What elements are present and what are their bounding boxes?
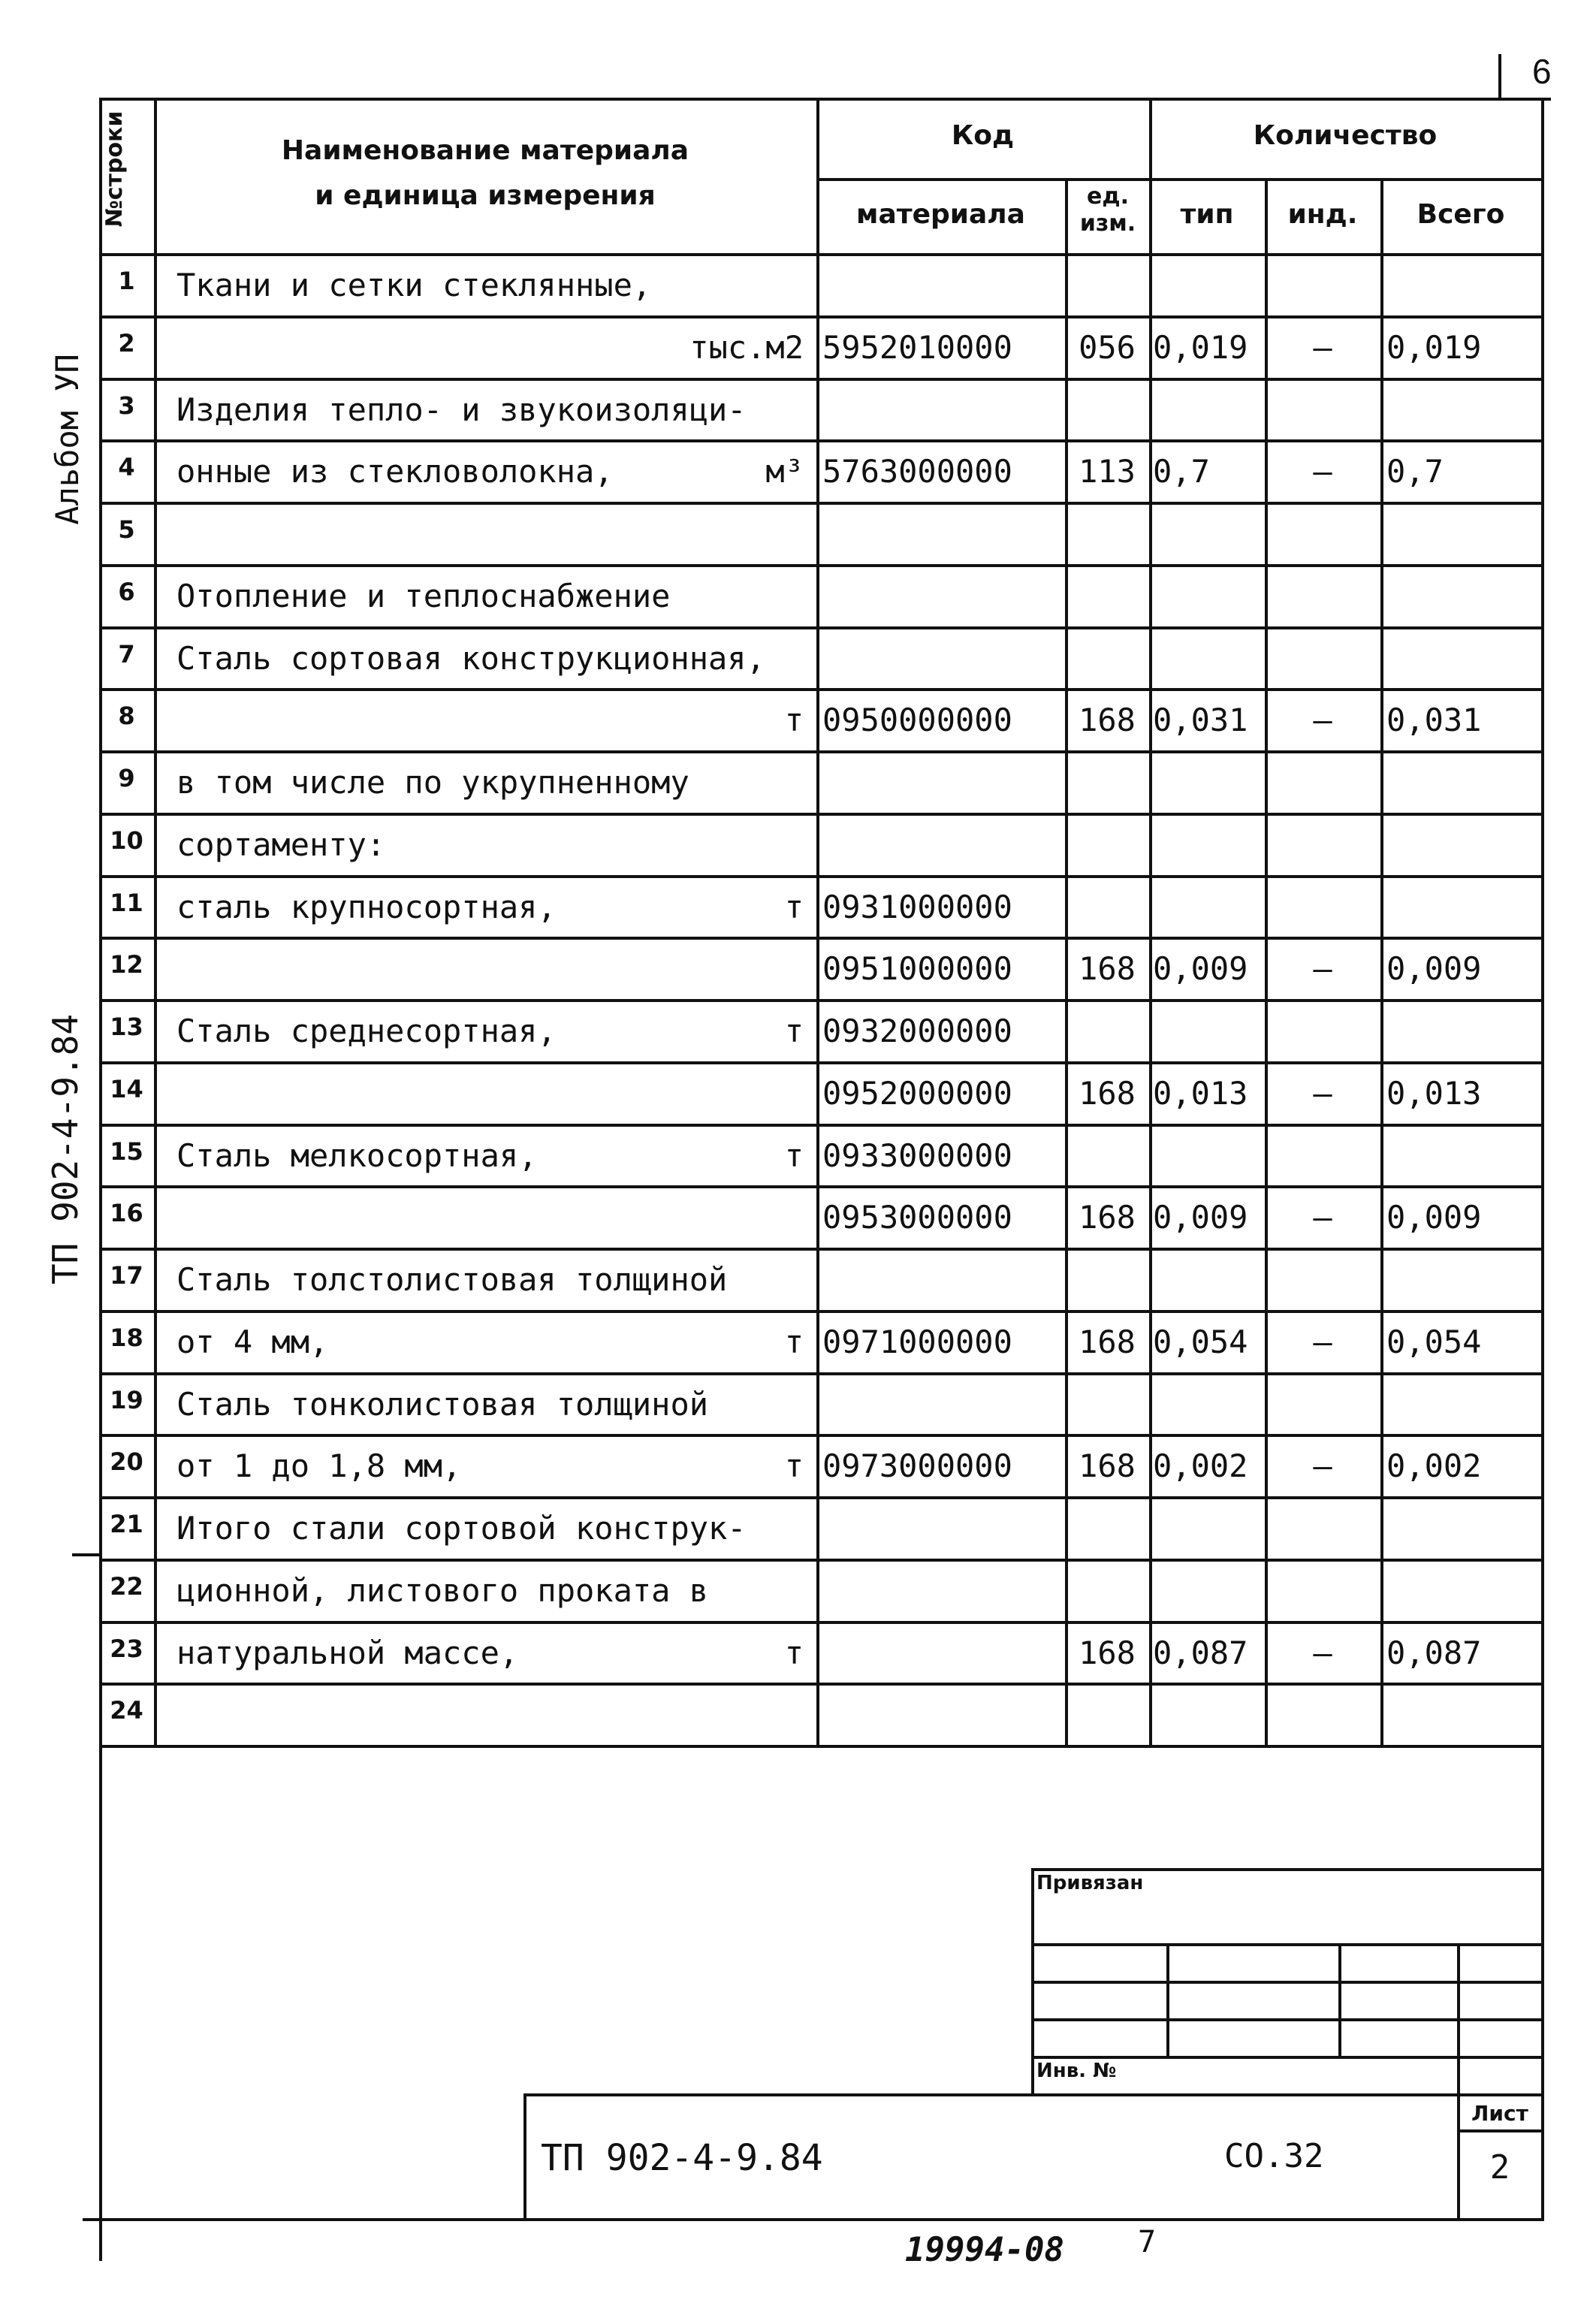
qty-ind: – (1313, 453, 1332, 490)
row-line (99, 1248, 1544, 1251)
row-line (99, 1559, 1544, 1562)
row-line (99, 1310, 1544, 1313)
row-line (99, 502, 1544, 505)
stamp-top-line (1031, 1868, 1543, 1871)
col-ind-line (1380, 178, 1383, 1746)
header-row-no: №строки (101, 110, 128, 228)
stamp-line-3 (1031, 2018, 1543, 2021)
material-name: онные из стекловолокна, (176, 453, 614, 490)
row-number: 3 (118, 391, 135, 420)
qty-ind: – (1313, 1075, 1332, 1112)
row-line (99, 626, 1544, 629)
row-number: 5 (118, 515, 135, 544)
title-sheet-code: СО.32 (1224, 2137, 1324, 2175)
stamp-line-1 (1031, 1943, 1543, 1946)
footer-page: 7 (1138, 2225, 1157, 2259)
material-name: сталь крупносортная, (176, 889, 557, 925)
material-name: Сталь сортовая конструкционная, (176, 640, 765, 677)
row-line (99, 378, 1544, 381)
qty-type: 0,087 (1153, 1634, 1248, 1671)
frame-right (1541, 98, 1544, 2220)
qty-ind: – (1313, 329, 1332, 366)
title-doc-code: ТП 902-4-9.84 (541, 2137, 823, 2179)
row-number: 18 (110, 1324, 143, 1352)
unit-code: 168 (1079, 1324, 1136, 1360)
material-code: 0950000000 (822, 702, 1012, 738)
material-unit-label: т (784, 1447, 804, 1484)
row-number: 16 (110, 1199, 143, 1227)
row-number: 21 (110, 1510, 143, 1538)
header-type: тип (1180, 199, 1234, 230)
material-name: Сталь мелкосортная, (176, 1137, 538, 1174)
header-material: материала (856, 199, 1025, 230)
unit-code: 168 (1079, 1447, 1136, 1484)
material-code: 0931000000 (822, 889, 1012, 925)
row-number: 14 (110, 1075, 143, 1103)
qty-ind: – (1313, 950, 1332, 987)
material-unit-label: м³ (765, 453, 804, 490)
row-number: 7 (118, 640, 135, 669)
sheet-label-line (1457, 2129, 1543, 2132)
row-line (99, 564, 1544, 567)
material-unit-label: т (784, 1324, 804, 1360)
qty-type: 0,013 (1153, 1075, 1248, 1112)
unit-code: 168 (1079, 1075, 1136, 1112)
qty-type: 0,002 (1153, 1447, 1248, 1484)
material-unit-label: т (784, 1634, 804, 1671)
material-name: Сталь толстолистовая толщиной (176, 1261, 728, 1298)
material-name: в том числе по укрупненному (176, 764, 689, 801)
frame-left (99, 98, 102, 2261)
header-quantity: Количество (1253, 120, 1438, 151)
stamp-attached-label: Привязан (1036, 1872, 1144, 1894)
material-code: 5763000000 (822, 453, 1012, 490)
header-total: Всего (1416, 199, 1505, 230)
page-number: 6 (1532, 52, 1552, 91)
row-number: 8 (118, 702, 135, 730)
album-label: Альбом УП (49, 354, 86, 525)
frame-bottom (83, 2218, 1544, 2221)
qty-type: 0,009 (1153, 1199, 1248, 1236)
stamp-col-2 (1338, 1943, 1341, 2056)
header-code: Код (951, 120, 1015, 151)
stamp-line-4 (1031, 2056, 1543, 2059)
row-line (99, 1061, 1544, 1064)
qty-total: 0,002 (1386, 1447, 1482, 1484)
sheet-number: 2 (1489, 2148, 1510, 2187)
material-name: от 1 до 1,8 мм, (176, 1447, 462, 1484)
title-block-left (523, 2093, 526, 2220)
qty-ind: – (1313, 702, 1332, 738)
qty-type: 0,031 (1153, 702, 1248, 738)
material-name: Отопление и теплоснабжение (176, 578, 671, 614)
row-number: 22 (110, 1572, 143, 1601)
stamp-inv-label: Инв. № (1036, 2060, 1117, 2082)
row-line (99, 1372, 1544, 1375)
material-code: 0953000000 (822, 1199, 1012, 1236)
qty-ind: – (1313, 1447, 1332, 1484)
project-label: ТП 902-4-9.84 (45, 1013, 86, 1285)
row-number: 23 (110, 1634, 143, 1663)
row-line (99, 937, 1544, 940)
row-line (99, 875, 1544, 878)
unit-code: 168 (1079, 1634, 1136, 1671)
material-code: 5952010000 (822, 329, 1012, 366)
row-line (99, 439, 1544, 442)
stamp-col-1 (1166, 1943, 1169, 2056)
qty-total: 0,013 (1386, 1075, 1482, 1112)
frame-top (99, 98, 1544, 101)
qty-ind: – (1313, 1634, 1332, 1671)
row-number: 2 (118, 329, 135, 358)
unit-code: 168 (1079, 1199, 1136, 1236)
material-unit-label: т (784, 1013, 804, 1049)
margin-tick (72, 1553, 102, 1556)
title-block-top (523, 2093, 1543, 2096)
page-number-tick (1498, 54, 1501, 99)
material-unit-label: т (784, 889, 804, 925)
unit-code: 168 (1079, 950, 1136, 987)
header-name-line1: Наименование материала (281, 135, 689, 166)
material-name: Сталь тонколистовая толщиной (176, 1386, 709, 1423)
row-number: 12 (110, 950, 143, 979)
row-line (99, 1185, 1544, 1188)
row-line (99, 1683, 1544, 1686)
row-number: 1 (118, 267, 135, 295)
material-name: Итого стали сортовой конструк- (176, 1510, 747, 1547)
row-number: 10 (110, 826, 143, 855)
qty-total: 0,7 (1386, 453, 1444, 490)
material-code: 0973000000 (822, 1447, 1012, 1484)
row-number: 24 (110, 1696, 143, 1725)
material-code: 0932000000 (822, 1013, 1012, 1049)
qty-ind: – (1313, 1199, 1332, 1236)
row-number: 4 (118, 453, 135, 481)
stamp-line-2 (1031, 1981, 1543, 1984)
material-unit-label: тыс.м2 (689, 329, 804, 366)
row-number: 15 (110, 1137, 143, 1166)
material-code: 0952000000 (822, 1075, 1012, 1112)
qty-type: 0,7 (1153, 453, 1210, 490)
row-number: 17 (110, 1261, 143, 1290)
row-line (99, 1124, 1544, 1127)
row-number: 19 (110, 1386, 143, 1414)
material-name: ционной, листового проката в (176, 1572, 709, 1609)
qty-total: 0,009 (1386, 950, 1482, 987)
material-name: сортаменту: (176, 826, 386, 863)
material-name: от 4 мм, (176, 1324, 329, 1360)
row-line (99, 1621, 1544, 1624)
archive-number: 19994-08 (905, 2231, 1064, 2269)
row-line (99, 750, 1544, 753)
row-line (99, 315, 1544, 318)
unit-code: 056 (1079, 329, 1136, 366)
header-unit: ед. изм. (1079, 183, 1136, 237)
qty-total: 0,009 (1386, 1199, 1482, 1236)
row-line (99, 1745, 1544, 1748)
material-name: Ткани и сетки стеклянные, (176, 267, 652, 303)
material-code: 0971000000 (822, 1324, 1012, 1360)
qty-total: 0,054 (1386, 1324, 1482, 1360)
qty-type: 0,019 (1153, 329, 1248, 366)
row-line (99, 688, 1544, 691)
material-code: 0933000000 (822, 1137, 1012, 1174)
material-name: натуральной массе, (176, 1634, 519, 1671)
qty-total: 0,031 (1386, 702, 1482, 738)
material-unit-label: т (784, 1137, 804, 1174)
row-line (99, 1496, 1544, 1499)
row-line (99, 1434, 1544, 1437)
header-mid-line (816, 178, 1543, 181)
row-number: 11 (110, 889, 143, 917)
row-number: 9 (118, 764, 135, 792)
row-number: 6 (118, 578, 135, 606)
row-line (99, 813, 1544, 816)
qty-type: 0,054 (1153, 1324, 1248, 1360)
qty-ind: – (1313, 1324, 1332, 1360)
material-name: Изделия тепло- и звукоизоляци- (176, 391, 747, 428)
qty-total: 0,019 (1386, 329, 1482, 366)
header-ind: инд. (1287, 199, 1358, 230)
header-name-line2: и единица измерения (315, 180, 656, 211)
material-unit-label: т (784, 702, 804, 738)
row-number: 13 (110, 1013, 143, 1041)
unit-code: 168 (1079, 702, 1136, 738)
sheet-label: Лист (1471, 2101, 1528, 2126)
unit-code: 113 (1079, 453, 1136, 490)
material-code: 0951000000 (822, 950, 1012, 987)
qty-total: 0,087 (1386, 1634, 1482, 1671)
qty-type: 0,009 (1153, 950, 1248, 987)
header-bottom-line (99, 253, 1544, 256)
material-name: Сталь среднесортная, (176, 1013, 557, 1049)
row-line (99, 999, 1544, 1002)
row-number: 20 (110, 1447, 143, 1476)
